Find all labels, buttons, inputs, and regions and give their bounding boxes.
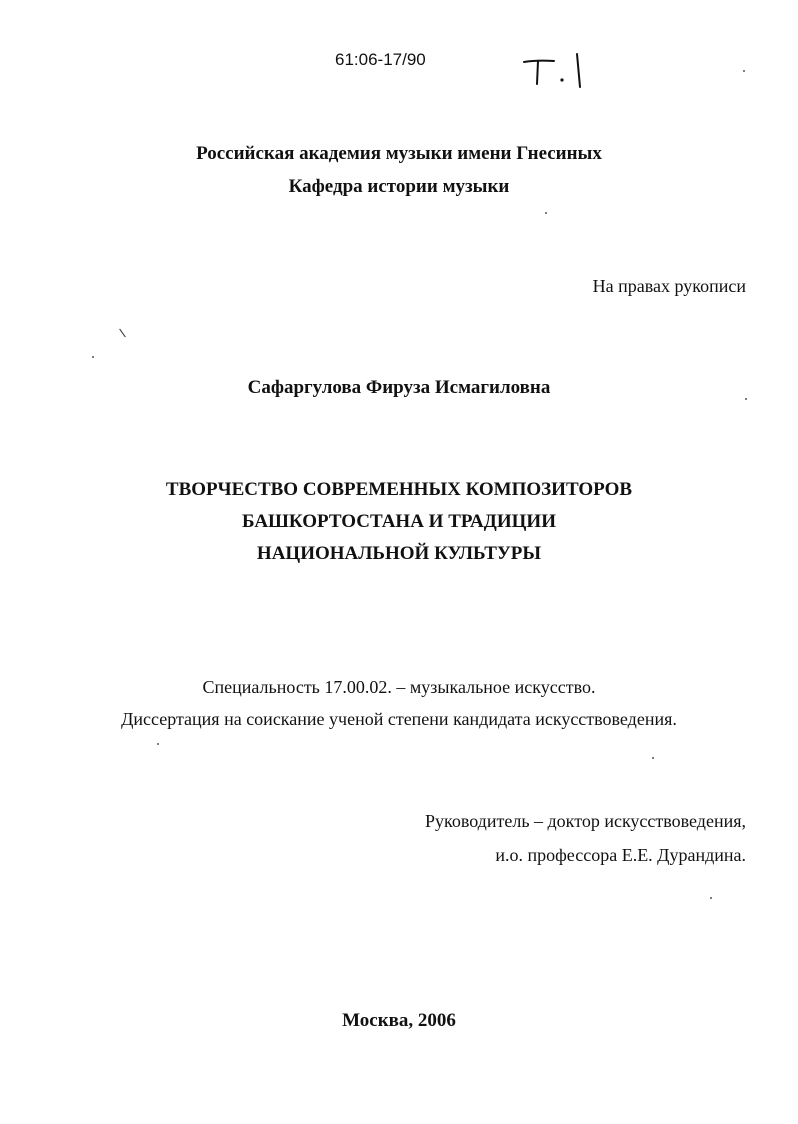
- author-name: Сафаргулова Фируза Исмагиловна: [247, 377, 551, 398]
- degree-line: Диссертация на соискание ученой степени кандидата искусствоведения.: [121, 709, 677, 729]
- scan-speck: [545, 212, 547, 214]
- department-name: Кафедра истории музыки: [288, 176, 510, 197]
- scan-speck: [157, 743, 159, 745]
- supervisor-line-1: Руководитель – доктор искусствоведения,: [424, 811, 746, 831]
- handwritten-note-drawing: [520, 50, 590, 95]
- scan-speck: [745, 398, 747, 400]
- dissertation-title-line-2: БАШКОРТОСТАНА И ТРАДИЦИИ: [242, 511, 556, 532]
- academy-name: Российская академия музыки имени Гнесиных: [196, 143, 602, 164]
- manuscript-notice: На правах рукописи: [592, 276, 746, 296]
- handwritten-note: [520, 50, 590, 95]
- catalog-number: 61:06-17/90: [335, 50, 426, 69]
- dissertation-title-line-3: НАЦИОНАЛЬНОЙ КУЛЬТУРЫ: [256, 543, 542, 564]
- supervisor-line-2: и.о. профессора Е.Е. Дурандина.: [495, 845, 746, 865]
- scan-speck: [743, 70, 745, 72]
- scan-speck: [119, 329, 126, 338]
- scan-speck: [652, 757, 654, 759]
- scan-speck: [92, 356, 94, 358]
- scan-speck: [710, 897, 712, 899]
- specialty-line: Специальность 17.00.02. – музыкальное искусство.: [202, 677, 596, 697]
- city-year: Москва, 2006: [342, 1010, 456, 1031]
- dissertation-title-line-1: ТВОРЧЕСТВО СОВРЕМЕННЫХ КОМПОЗИТОРОВ: [165, 479, 633, 500]
